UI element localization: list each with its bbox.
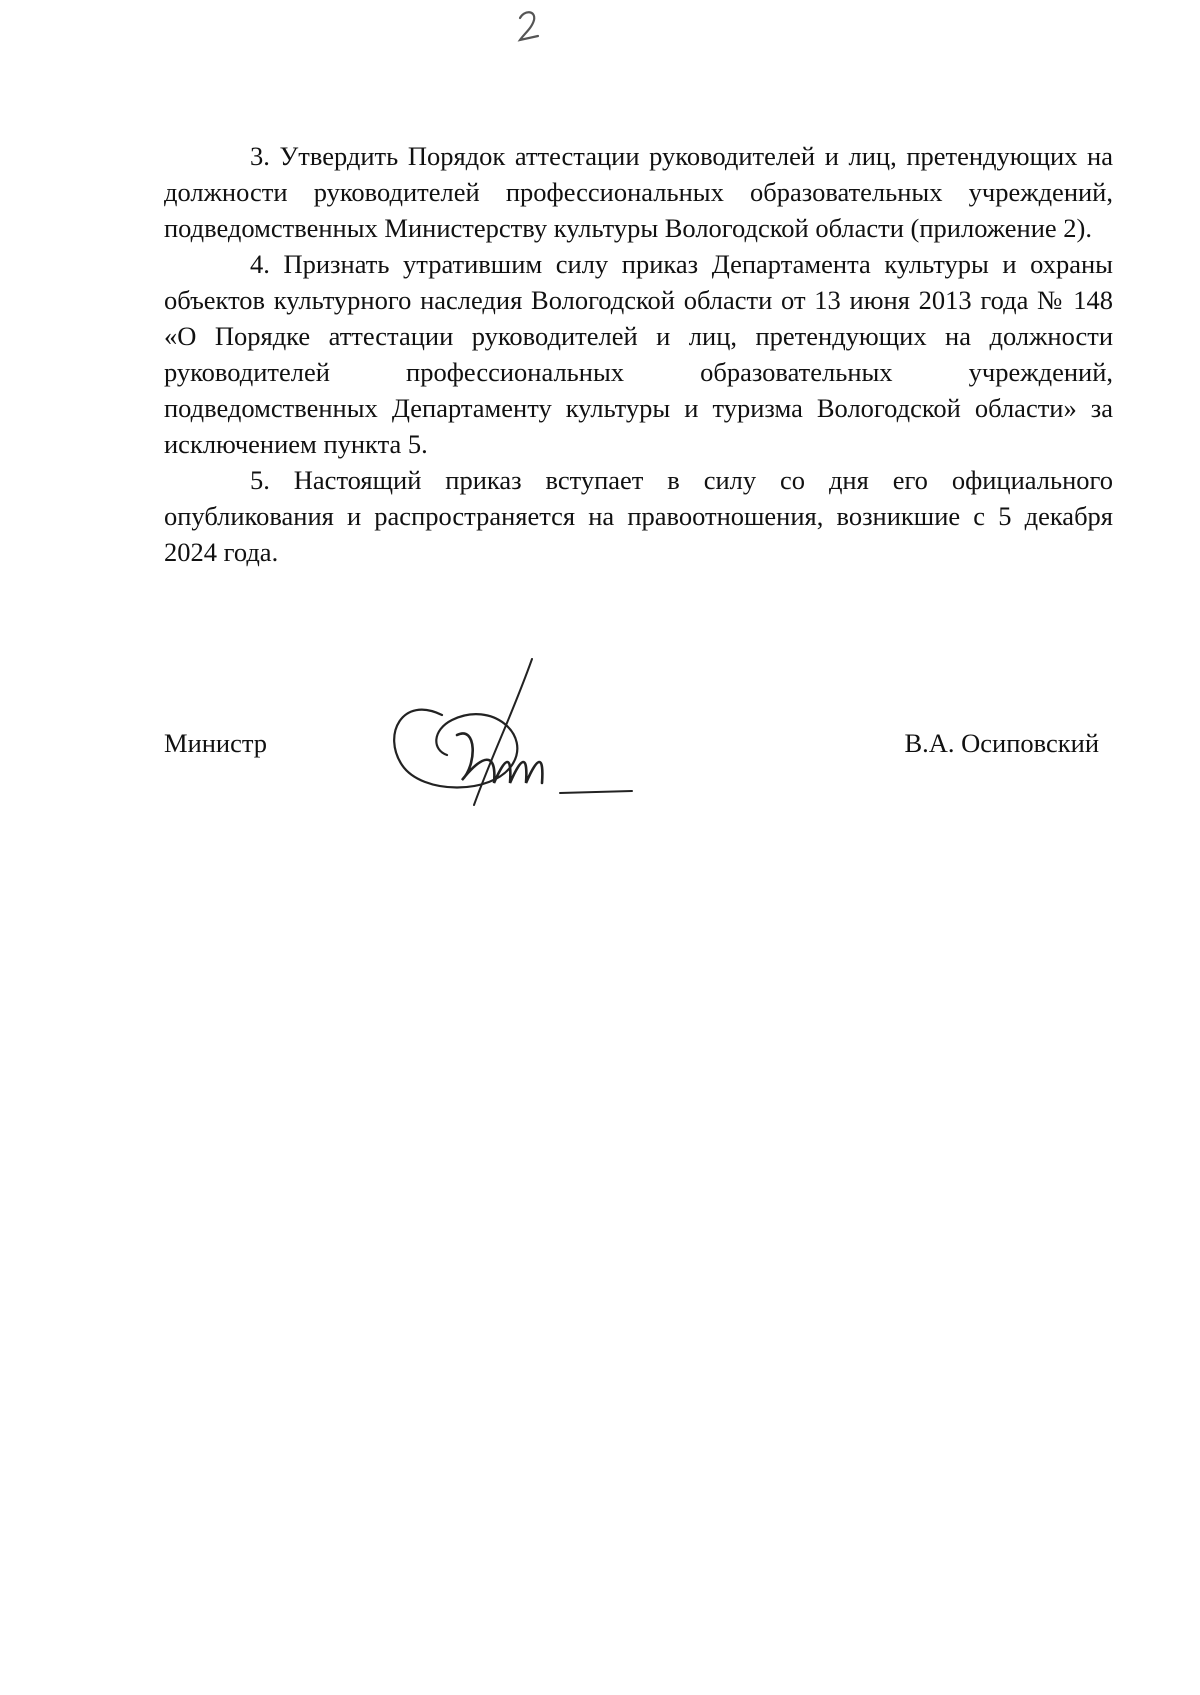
handwritten-page-number — [512, 6, 552, 46]
handwritten-signature — [382, 655, 642, 815]
signer-title: Министр — [164, 728, 268, 758]
signer-name: В.А. Осиповский — [904, 728, 1099, 758]
paragraph-item-5: 5. Настоящий приказ вступает в силу со дня его официального опубликования и распространяется на правоотношения, возникшие с 5 декабря 2024 года. — [164, 465, 1113, 567]
paragraph-item-3: 3. Утвердить Порядок аттестации руководителей и лиц, претендующих на должности руководителей профессиональных образовательных учреждений, подведомственных Министерству культуры Вологодской области (приложение 2). — [164, 141, 1113, 243]
paragraph-item-4: 4. Признать утратившим силу приказ Департамента культуры и охраны объектов культурного наследия Вологодской области от 13 июня 2013 года № 148 «О Порядке аттестации руководителей и лиц, претендующих на должности руководителей профессиональных образовательных учреждений, подведомственных Департаменту культуры и туризма Вологодской области» за исключением пункта 5. — [164, 249, 1113, 459]
document-body — [164, 138, 1113, 570]
